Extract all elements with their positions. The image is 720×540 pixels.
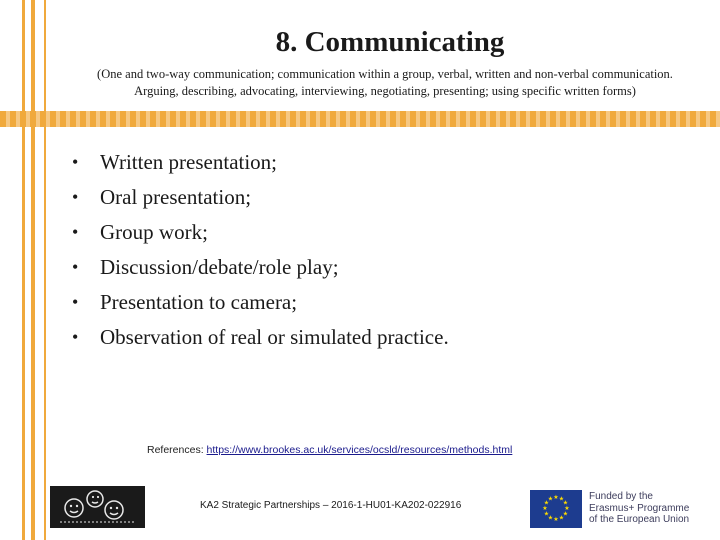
- eu-text-line: Funded by the: [589, 491, 653, 502]
- bullet-text: Presentation to camera;: [100, 290, 298, 314]
- list-item: [72, 215, 449, 250]
- svg-text:★: ★: [558, 495, 565, 503]
- partnership-footer: KA2 Strategic Partnerships – 2016-1-HU01-KA202-022916: [200, 500, 462, 511]
- svg-text:★: ★: [562, 510, 569, 518]
- slide-title: 8. Communicating: [275, 26, 505, 58]
- svg-text:★: ★: [553, 494, 559, 501]
- references: [147, 444, 512, 456]
- eu-text-line: Erasmus+ Programme: [589, 502, 690, 514]
- list-item: [72, 320, 449, 355]
- left-decorative-stripe: [31, 0, 35, 540]
- svg-text:★: ★: [558, 514, 565, 522]
- slide-subtitle: [55, 66, 715, 100]
- list-item: [72, 285, 449, 320]
- eu-flag-icon: [530, 490, 582, 528]
- svg-text:★: ★: [553, 516, 559, 523]
- svg-text:★: ★: [542, 505, 548, 512]
- svg-text:★: ★: [543, 499, 550, 507]
- bullet-marker: •: [72, 222, 79, 242]
- bullet-text: Group work;: [100, 220, 208, 244]
- svg-text:★: ★: [547, 495, 554, 503]
- bullet-text: Discussion/debate/role play;: [100, 255, 339, 279]
- left-decorative-stripe: [44, 0, 46, 540]
- svg-text:★: ★: [564, 505, 570, 512]
- bullet-text: Written presentation;: [100, 150, 278, 174]
- list-item: [72, 180, 449, 215]
- list-item: [72, 250, 449, 285]
- svg-text:★: ★: [543, 510, 550, 518]
- bullet-marker: •: [72, 187, 79, 207]
- bullet-marker: •: [72, 292, 79, 312]
- bullet-list: [72, 145, 449, 355]
- subtitle-line: Arguing, describing, advocating, interviewing, negotiating, presenting; using specific written forms): [134, 84, 636, 98]
- bullet-marker: •: [72, 152, 79, 172]
- eu-text-line: of the European Union: [589, 514, 690, 525]
- svg-text:★: ★: [562, 499, 569, 507]
- references-label: References:: [147, 444, 204, 456]
- bullet-text: Oral presentation;: [100, 185, 252, 209]
- subtitle-line: (One and two-way communication; communication within a group, verbal, written and non-verbal communication.: [97, 67, 673, 81]
- eu-funding-text: [589, 491, 689, 526]
- project-logo: [50, 486, 145, 528]
- list-item: [72, 145, 449, 180]
- left-decorative-stripe: [22, 0, 25, 540]
- bullet-marker: •: [72, 327, 79, 347]
- bullet-text: Observation of real or simulated practice.: [100, 325, 449, 349]
- header-decorative-band: [0, 111, 720, 127]
- bullet-marker: •: [72, 257, 79, 277]
- svg-text:★: ★: [547, 514, 554, 522]
- references-link[interactable]: https://www.brookes.ac.uk/services/ocsld/resources/methods.html: [206, 444, 513, 456]
